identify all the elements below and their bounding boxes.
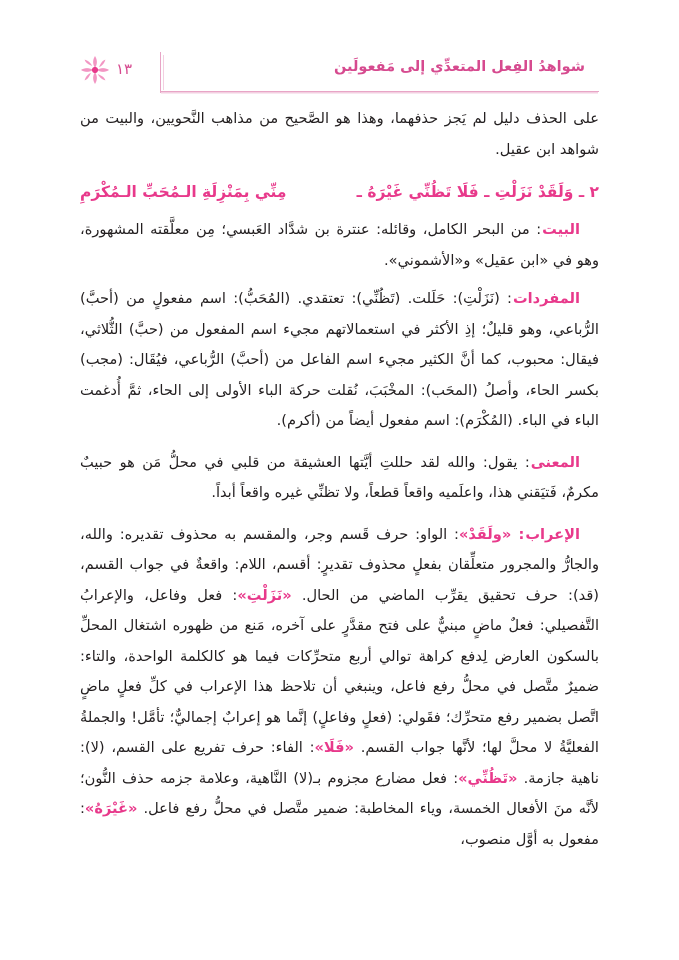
page-title: شواهدُ الفِعل المتعدِّي إلى مَفعولَين: [333, 58, 585, 75]
spacer: [80, 437, 599, 448]
section-label-albayt: البيت: [542, 221, 580, 238]
iraab-term-nazalti: «نَزَلْتِ»: [237, 586, 292, 604]
spacer: [80, 276, 599, 284]
spacer: [80, 509, 599, 520]
section-text-almufradat: : (نَزَلْتِ): حَلَلت. (تَظُنِّي): تعتقدي. (المُحَبُّ): اسم مفعولٍ من (أحبَّ) الرُّباعي، وهو قليلٌ؛ إذِ الأكثر في استعمالاتهم مجيء اسم المفعول من (حبَّ) الثُّلاثي، فيقال: محبوب، كما أنَّ الكثير مجيء اسم الفاعل من (أحبَّ) الرُّباعي، فيُقَال: (مجب) بكسر الحاء، وأصلُ (المحَب): المخْبَبَ، نُقلت حركة الباء الأولى إلى الحاء، ثمَّ أُدغمت الباء في الباء. (المُكْرَم): اسم مفعول أيضاً من (أكرم).: [80, 290, 599, 429]
page-number-block: [80, 48, 160, 92]
page-header: [80, 48, 599, 92]
iraab-text-5: : مفعول به أوَّل منصوب،: [80, 800, 599, 848]
iraab-term-tazunni: «تَظُنِّي»: [458, 769, 518, 787]
iraab-text-1: : الواو: حرف قَسم وجر، والمقسم به محذوف تقديره: والله، والجارُّ والمجرور متعلِّقان بفعلٍ محذوف تقديرٍ: أقسم، اللام: واقعةٌ في جواب القسم، (قد): حرف تحقيق يقرِّب الماضي من الحال.: [80, 525, 599, 604]
section-albayt: [80, 215, 599, 276]
section-almana: [80, 448, 599, 509]
intro-paragraph: على الحذف دليل لم يَجز حذفهما، وهذا هو الصَّحيح من مذاهب النَّحويين، والبيت من شواهد ابن عقيل.: [80, 110, 599, 158]
section-almufradat: [80, 284, 599, 437]
iraab-text-3: : الفاء: حرف تفريع على القسم، (لا): ناهية جازمة.: [80, 739, 599, 787]
iraab-text-2: : فعل وفاعل، والإعرابُ التَّفصيلي: فعلٌ ماضٍ مبنيٌّ على فتح مقدَّرٍ على آخره، مَنع من ظهوره اشتغال المحلِّ بالسكون العارض لِدفع كراهة توالي أربع متحرِّكات فيما هو كالكلمة الواحدة، والتاء: ضميرٌ متَّصل في محلُّ رفع فاعل، وينبغي أن تلاحظ هذا الإعراب في كلِّ فعلٍ ماضٍ اتَّصل بضمير رفع متحرِّك؛ فقَولي: (فعلٍ وفاعلٍ) إنَّما هو إعرابٌ إجماليٌّ؛ تأمَّل! والجملةُ الفعليَّةُ لا محلَّ لها؛ لأنَّها جواب القسم.: [80, 586, 599, 756]
iraab-term-ghayrahu: «غَيْرَهُ»: [84, 800, 138, 817]
section-label-aliraab: الإعراب: [525, 525, 580, 543]
verse-hemistich-1-text: وَلَقَدْ نَزَلْتِ ـ فَلَا تَظُنِّي غَيْرَهُ ـ: [356, 183, 574, 201]
verse-line: [80, 179, 599, 205]
header-title-rule: [160, 48, 599, 92]
iraab-text-4: : فعل مضارع مجزوم بـ(لا) النَّاهية، وعلامة جزمه حذف النُّون؛ لأنَّه منَ الأفعال الخمسة، وياء المخاطبة: ضمير متَّصل في محلُّ رفع فاعل.: [80, 769, 599, 817]
iraab-term-fala: «فَلَا»: [314, 739, 354, 756]
page-content: [80, 104, 599, 855]
section-label-almana: المعنى: [530, 453, 580, 471]
section-label-almufradat: المفردات: [512, 290, 580, 307]
verse-first-hemistich: [357, 179, 599, 205]
iraab-term-walaqad: : «ولَقَدْ»: [458, 525, 525, 543]
floral-star-ornament-icon: [80, 55, 110, 85]
section-text-almana: : يقول: والله لقد حللتِ أيَّتها العشيقة من قلبي في محلُّ مَن هو حبيبٌ مكرمٌ، فَتيَقني هذا، واعلَميه واقعاً قطعاً، ولا تظنِّي غيره واقعاً أبداً.: [80, 453, 599, 501]
verse-hemistich-2-text: مِنِّي بِمَنْزِلَةِ الـمُحَبِّ الـمُكْرَمِ: [80, 183, 287, 201]
verse-number: ٢ ـ: [578, 183, 599, 201]
section-aliraab: [80, 520, 599, 856]
section-text-albayt: : من البحر الكامل، وقائله: عنترة بن شدَّاد العَبسي؛ مِن معلَّقته المشهورة، وهو في «ابن عقيل» و«الأشموني».: [80, 221, 599, 269]
page-number: ١٣: [116, 60, 133, 78]
